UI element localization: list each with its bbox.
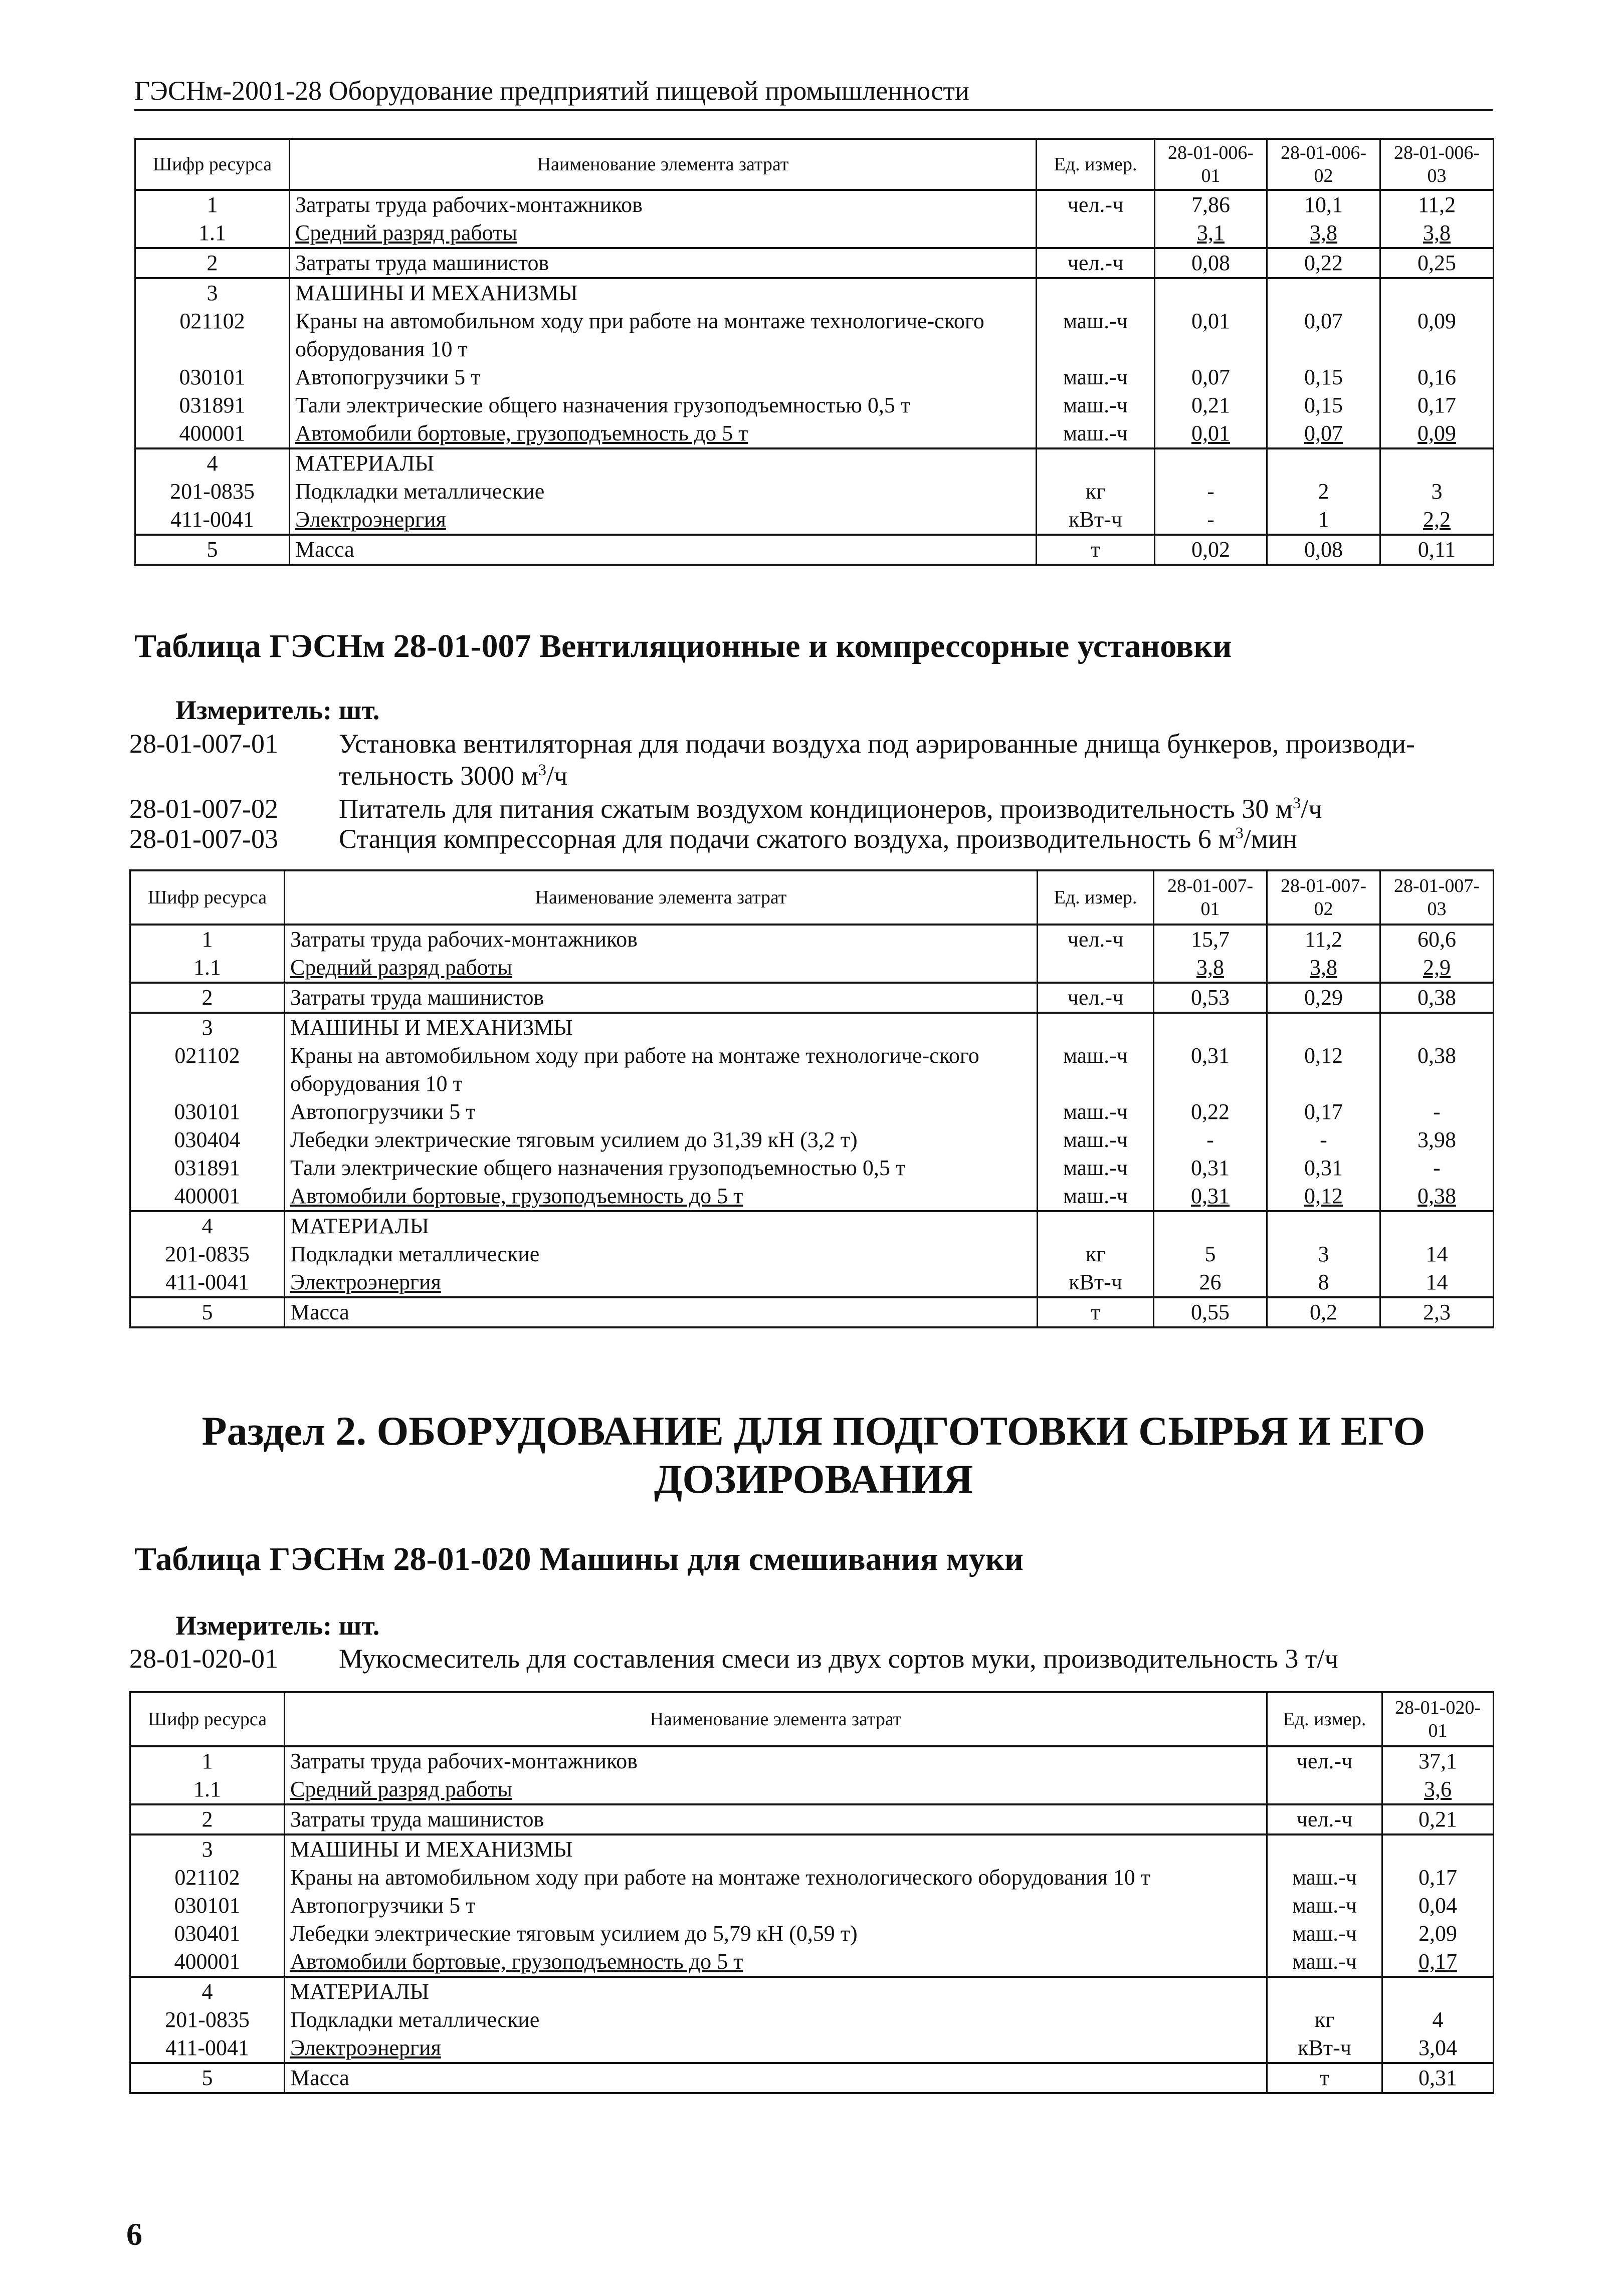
row-unit: кВт-ч <box>1038 1268 1154 1297</box>
row-value: 0,31 <box>1154 1154 1267 1182</box>
row-name: Автопогрузчики 5 т <box>285 1892 1267 1920</box>
row-code: 4 <box>135 448 290 478</box>
row-unit: т <box>1037 535 1155 565</box>
row-value: 0,17 <box>1267 1098 1380 1126</box>
row-unit <box>1038 1211 1154 1240</box>
row-value: 0,12 <box>1267 1042 1380 1098</box>
row-name: МАШИНЫ И МЕХАНИЗМЫ <box>285 1013 1038 1042</box>
table-row <box>130 1746 1494 1775</box>
row-value <box>1267 278 1380 307</box>
table-28-01-020 <box>129 1691 1494 2094</box>
row-unit: маш.-ч <box>1037 419 1155 448</box>
row-unit <box>1037 278 1155 307</box>
row-unit <box>1037 219 1155 248</box>
row-value <box>1380 278 1494 307</box>
row-unit: кг <box>1038 1240 1154 1268</box>
row-value: 0,21 <box>1382 1804 1494 1834</box>
row-code: 030101 <box>130 1098 285 1126</box>
row-value <box>1155 278 1267 307</box>
row-name: Подкладки металлические <box>290 478 1037 506</box>
row-value: - <box>1267 1126 1380 1154</box>
row-unit: кг <box>1267 2006 1382 2034</box>
measure-line <box>175 694 379 726</box>
table-row <box>130 1920 1494 1948</box>
table-row <box>130 1268 1494 1297</box>
row-value: 3,98 <box>1380 1126 1494 1154</box>
row-name: Затраты труда машинистов <box>285 983 1038 1013</box>
row-name: Масса <box>285 1297 1038 1327</box>
row-value: 10,1 <box>1267 190 1380 219</box>
table-row <box>130 1297 1494 1327</box>
row-name: Лебедки электрические тяговым усилием до 31,39 кН (3,2 т) <box>285 1126 1038 1154</box>
row-name: МАТЕРИАЛЫ <box>290 448 1037 478</box>
row-value: 0,17 <box>1382 1948 1494 1977</box>
row-unit: чел.-ч <box>1267 1804 1382 1834</box>
row-value: 0,55 <box>1154 1297 1267 1327</box>
row-name: Подкладки металлические <box>285 2006 1267 2034</box>
row-code: 201-0835 <box>135 478 290 506</box>
table-row <box>135 448 1494 478</box>
row-value: 2,3 <box>1380 1297 1494 1327</box>
table-row <box>130 1126 1494 1154</box>
header-unit: Ед. измер. <box>1267 1692 1382 1746</box>
row-value: 0,2 <box>1267 1297 1380 1327</box>
row-code: 1.1 <box>135 219 290 248</box>
measure-label: Измеритель: <box>175 695 332 725</box>
row-unit: кг <box>1037 478 1155 506</box>
row-name: Средний разряд работы <box>290 219 1037 248</box>
row-value: 3,6 <box>1382 1775 1494 1804</box>
row-value: - <box>1380 1098 1494 1126</box>
row-value: 0,01 <box>1155 419 1267 448</box>
row-value: 0,07 <box>1267 419 1380 448</box>
row-code: 3 <box>130 1834 285 1864</box>
row-code: 021102 <box>130 1042 285 1098</box>
table-row <box>130 1240 1494 1268</box>
row-value <box>1267 1211 1380 1240</box>
row-code: 031891 <box>135 391 290 419</box>
row-value: 0,38 <box>1380 1042 1494 1098</box>
row-code: 1 <box>130 1746 285 1775</box>
variant-description <box>129 793 1493 825</box>
row-name: МАТЕРИАЛЫ <box>285 1977 1267 2006</box>
table-title: Таблица ГЭСНм 28-01-020 Машины для смешивания муки <box>134 1541 1024 1577</box>
row-value: 0,12 <box>1267 1182 1380 1211</box>
row-code: 411-0041 <box>130 1268 285 1297</box>
row-unit: кВт-ч <box>1037 506 1155 535</box>
row-value: 3,8 <box>1380 219 1494 248</box>
row-value: - <box>1155 478 1267 506</box>
row-name: Затраты труда машинистов <box>290 248 1037 278</box>
row-code: 3 <box>135 278 290 307</box>
row-unit: чел.-ч <box>1037 190 1155 219</box>
row-unit: маш.-ч <box>1037 363 1155 391</box>
row-unit: маш.-ч <box>1267 1948 1382 1977</box>
variant-code: 28-01-007-01 <box>129 729 278 759</box>
variant-text: Мукосмеситель для составления смеси из двух сортов муки, производительность 3 т/ч <box>339 1644 1338 1674</box>
row-value: 0,16 <box>1380 363 1494 391</box>
row-name: Краны на автомобильном ходу при работе на монтаже технологиче-ского оборудования 10 т <box>290 307 1037 363</box>
table-row <box>135 535 1494 565</box>
measure-line <box>175 1610 379 1642</box>
header-variant: 28-01-006-01 <box>1155 139 1267 190</box>
row-value: 2 <box>1267 478 1380 506</box>
row-code: 400001 <box>135 419 290 448</box>
row-code: 030101 <box>135 363 290 391</box>
row-unit: маш.-ч <box>1267 1892 1382 1920</box>
row-name: Тали электрические общего назначения грузоподъемностью 0,5 т <box>285 1154 1038 1182</box>
row-code: 1 <box>130 925 285 954</box>
row-value: 0,15 <box>1267 363 1380 391</box>
row-value: 0,17 <box>1380 391 1494 419</box>
row-value <box>1380 1211 1494 1240</box>
row-code: 2 <box>130 1804 285 1834</box>
table-title: Таблица ГЭСНм 28-01-007 Вентиляционные и компрессорные установки <box>134 628 1232 664</box>
page-number: 6 <box>126 2216 142 2252</box>
row-value: 3,8 <box>1267 954 1380 983</box>
row-value <box>1267 1013 1380 1042</box>
row-unit <box>1038 1013 1154 1042</box>
table-row <box>130 1182 1494 1211</box>
row-value <box>1154 1211 1267 1240</box>
measure-value: шт. <box>338 1611 380 1641</box>
row-value: 0,04 <box>1382 1892 1494 1920</box>
variant-code: 28-01-007-03 <box>129 824 278 854</box>
row-name: Автомобили бортовые, грузоподъемность до 5 т <box>285 1948 1267 1977</box>
header-name: Наименование элемента затрат <box>285 870 1038 925</box>
row-code: 411-0041 <box>130 2034 285 2063</box>
row-name: Масса <box>285 2063 1267 2093</box>
row-unit: маш.-ч <box>1037 391 1155 419</box>
row-unit <box>1267 1977 1382 2006</box>
row-code: 400001 <box>130 1948 285 1977</box>
row-name: Средний разряд работы <box>285 954 1038 983</box>
row-name: МАШИНЫ И МЕХАНИЗМЫ <box>285 1834 1267 1864</box>
row-name: Средний разряд работы <box>285 1775 1267 1804</box>
row-value: 0,08 <box>1267 535 1380 565</box>
row-value: 11,2 <box>1380 190 1494 219</box>
header-code: Шифр ресурса <box>130 1692 285 1746</box>
variant-description <box>129 728 1493 792</box>
row-value: 0,09 <box>1380 307 1494 363</box>
row-value: 0,11 <box>1380 535 1494 565</box>
header-code: Шифр ресурса <box>130 870 285 925</box>
row-value: 2,09 <box>1382 1920 1494 1948</box>
header-variant: 28-01-007-02 <box>1267 870 1380 925</box>
row-name: Лебедки электрические тяговым усилием до 5,79 кН (0,59 т) <box>285 1920 1267 1948</box>
row-code: 030101 <box>130 1892 285 1920</box>
row-value: 0,02 <box>1155 535 1267 565</box>
table-row <box>130 2034 1494 2063</box>
row-code: 201-0835 <box>130 2006 285 2034</box>
table-row <box>130 1892 1494 1920</box>
row-name: МАТЕРИАЛЫ <box>285 1211 1038 1240</box>
row-value <box>1382 1977 1494 2006</box>
variant-code: 28-01-007-02 <box>129 794 278 824</box>
row-name: Затраты труда машинистов <box>285 1804 1267 1834</box>
table-row <box>130 2006 1494 2034</box>
row-code: 2 <box>130 983 285 1013</box>
row-value <box>1380 448 1494 478</box>
row-value: - <box>1380 1154 1494 1182</box>
row-value: 0,31 <box>1154 1182 1267 1211</box>
row-name: Электроэнергия <box>285 1268 1038 1297</box>
row-unit: маш.-ч <box>1038 1042 1154 1098</box>
row-value: 3,8 <box>1267 219 1380 248</box>
row-value: 2,9 <box>1380 954 1494 983</box>
row-value <box>1154 1013 1267 1042</box>
row-code: 1.1 <box>130 1775 285 1804</box>
table-row <box>130 954 1494 983</box>
row-name: Электроэнергия <box>285 2034 1267 2063</box>
table-row <box>135 248 1494 278</box>
section-title-line: ДОЗИРОВАНИЯ <box>654 1456 973 1502</box>
page-header: ГЭСНм-2001-28 Оборудование предприятий пищевой промышленности <box>134 75 1493 111</box>
row-value: 7,86 <box>1155 190 1267 219</box>
row-code: 021102 <box>130 1864 285 1892</box>
row-code: 5 <box>130 1297 285 1327</box>
row-value <box>1380 1013 1494 1042</box>
row-unit: маш.-ч <box>1037 307 1155 363</box>
row-value: 0,29 <box>1267 983 1380 1013</box>
table-row <box>130 983 1494 1013</box>
row-value: 2,2 <box>1380 506 1494 535</box>
row-value: 1 <box>1267 506 1380 535</box>
row-value: 26 <box>1154 1268 1267 1297</box>
header-unit: Ед. измер. <box>1037 139 1155 190</box>
row-unit <box>1267 1775 1382 1804</box>
table-row <box>130 2063 1494 2093</box>
table-28-01-006 <box>134 138 1494 566</box>
row-name: Автомобили бортовые, грузоподъемность до 5 т <box>285 1182 1038 1211</box>
variant-code: 28-01-020-01 <box>129 1644 278 1674</box>
row-value: 3,1 <box>1155 219 1267 248</box>
row-value: 0,07 <box>1155 363 1267 391</box>
section-title-line: Раздел 2. ОБОРУДОВАНИЕ ДЛЯ ПОДГОТОВКИ СЫРЬЯ И ЕГО <box>201 1408 1426 1454</box>
row-unit: маш.-ч <box>1038 1182 1154 1211</box>
row-unit: чел.-ч <box>1267 1746 1382 1775</box>
header-unit: Ед. измер. <box>1038 870 1154 925</box>
table-row <box>130 1098 1494 1126</box>
row-code: 411-0041 <box>135 506 290 535</box>
row-unit: маш.-ч <box>1267 1864 1382 1892</box>
row-name: Электроэнергия <box>290 506 1037 535</box>
table-row <box>135 391 1494 419</box>
row-value: 0,31 <box>1382 2063 1494 2093</box>
row-code: 400001 <box>130 1182 285 1211</box>
measure-value: шт. <box>338 695 380 725</box>
row-code: 1.1 <box>130 954 285 983</box>
row-value: - <box>1155 506 1267 535</box>
row-value: - <box>1154 1126 1267 1154</box>
row-name: Тали электрические общего назначения грузоподъемностью 0,5 т <box>290 391 1037 419</box>
variant-text: Питатель для питания сжатым воздухом кондиционеров, производительность 30 $м^3/ч$ <box>339 794 1322 824</box>
row-value: 0,53 <box>1154 983 1267 1013</box>
row-value: 0,31 <box>1154 1042 1267 1098</box>
table-28-01-007 <box>129 869 1494 1328</box>
measure-label: Измеритель: <box>175 1611 332 1641</box>
table-row <box>130 1211 1494 1240</box>
row-value: 5 <box>1154 1240 1267 1268</box>
row-unit: маш.-ч <box>1038 1154 1154 1182</box>
row-code: 021102 <box>135 307 290 363</box>
header-code: Шифр ресурса <box>135 139 290 190</box>
row-unit <box>1267 1834 1382 1864</box>
table-row <box>135 307 1494 363</box>
row-code: 3 <box>130 1013 285 1042</box>
row-value <box>1382 1834 1494 1864</box>
row-name: МАШИНЫ И МЕХАНИЗМЫ <box>290 278 1037 307</box>
table-row <box>135 506 1494 535</box>
row-value: 3,04 <box>1382 2034 1494 2063</box>
row-code: 030401 <box>130 1920 285 1948</box>
row-value: 0,31 <box>1267 1154 1380 1182</box>
section-title <box>134 1407 1493 1503</box>
row-unit: маш.-ч <box>1267 1920 1382 1948</box>
row-value: 0,17 <box>1382 1864 1494 1892</box>
header-variant: 28-01-006-03 <box>1380 139 1494 190</box>
table-row <box>135 219 1494 248</box>
header-variant: 28-01-007-01 <box>1154 870 1267 925</box>
row-value: 0,22 <box>1267 248 1380 278</box>
row-value: 15,7 <box>1154 925 1267 954</box>
table-row <box>135 363 1494 391</box>
row-value: 14 <box>1380 1240 1494 1268</box>
row-value: 0,15 <box>1267 391 1380 419</box>
row-name: Краны на автомобильном ходу при работе на монтаже технологиче-ского оборудования 10 т <box>285 1042 1038 1098</box>
row-name: Затраты труда рабочих-монтажников <box>285 925 1038 954</box>
header-variant: 28-01-006-02 <box>1267 139 1380 190</box>
table-row <box>130 1804 1494 1834</box>
row-value: 8 <box>1267 1268 1380 1297</box>
row-value <box>1155 448 1267 478</box>
row-value: 0,21 <box>1155 391 1267 419</box>
row-name: Затраты труда рабочих-монтажников <box>290 190 1037 219</box>
table-row <box>130 1013 1494 1042</box>
row-unit: маш.-ч <box>1038 1126 1154 1154</box>
row-value: 11,2 <box>1267 925 1380 954</box>
row-name: Автопогрузчики 5 т <box>285 1098 1038 1126</box>
variant-text: Установка вентиляторная для подачи воздуха под аэрированные днища бункеров, производи-тельность 3000 $м^3/ч$ <box>339 729 1415 791</box>
row-value: 3 <box>1267 1240 1380 1268</box>
row-value: 4 <box>1382 2006 1494 2034</box>
row-unit: маш.-ч <box>1038 1098 1154 1126</box>
header-name: Наименование элемента затрат <box>285 1692 1267 1746</box>
row-code: 201-0835 <box>130 1240 285 1268</box>
table-row <box>135 478 1494 506</box>
header-name: Наименование элемента затрат <box>290 139 1037 190</box>
table-row <box>135 190 1494 219</box>
table-row <box>130 1977 1494 2006</box>
table-row <box>130 1042 1494 1098</box>
row-value: 0,38 <box>1380 983 1494 1013</box>
row-value: 0,22 <box>1154 1098 1267 1126</box>
row-unit: т <box>1267 2063 1382 2093</box>
row-name: Автомобили бортовые, грузоподъемность до 5 т <box>290 419 1037 448</box>
row-code: 5 <box>135 535 290 565</box>
row-code: 2 <box>135 248 290 278</box>
row-name: Затраты труда рабочих-монтажников <box>285 1746 1267 1775</box>
row-unit: чел.-ч <box>1038 983 1154 1013</box>
table-row <box>135 419 1494 448</box>
variant-text: Станция компрессорная для подачи сжатого воздуха, производительность 6 $м^3$/мин <box>339 824 1297 854</box>
row-value: 3 <box>1380 478 1494 506</box>
table-row <box>130 1775 1494 1804</box>
table-row <box>130 1864 1494 1892</box>
variant-description <box>129 1643 1493 1675</box>
table-row <box>135 278 1494 307</box>
row-value: 0,25 <box>1380 248 1494 278</box>
row-value: 0,01 <box>1155 307 1267 363</box>
row-value: 14 <box>1380 1268 1494 1297</box>
row-value: 0,08 <box>1155 248 1267 278</box>
table-row <box>130 1834 1494 1864</box>
row-code: 031891 <box>130 1154 285 1182</box>
header-variant: 28-01-020-01 <box>1382 1692 1494 1746</box>
row-value: 3,8 <box>1154 954 1267 983</box>
row-unit: чел.-ч <box>1037 248 1155 278</box>
row-unit <box>1037 448 1155 478</box>
row-unit: чел.-ч <box>1038 925 1154 954</box>
table-row <box>130 1154 1494 1182</box>
row-value: 60,6 <box>1380 925 1494 954</box>
row-name: Масса <box>290 535 1037 565</box>
table-row <box>130 1948 1494 1977</box>
row-name: Подкладки металлические <box>285 1240 1038 1268</box>
row-code: 1 <box>135 190 290 219</box>
row-unit: кВт-ч <box>1267 2034 1382 2063</box>
row-value: 0,09 <box>1380 419 1494 448</box>
row-unit: т <box>1038 1297 1154 1327</box>
table-row <box>130 925 1494 954</box>
row-code: 4 <box>130 1977 285 2006</box>
row-value: 0,38 <box>1380 1182 1494 1211</box>
row-code: 4 <box>130 1211 285 1240</box>
row-unit <box>1038 954 1154 983</box>
row-name: Краны на автомобильном ходу при работе на монтаже технологического оборудования 10 т <box>285 1864 1267 1892</box>
header-variant: 28-01-007-03 <box>1380 870 1494 925</box>
variant-description <box>129 823 1493 855</box>
row-value <box>1267 448 1380 478</box>
row-value: 37,1 <box>1382 1746 1494 1775</box>
row-code: 030404 <box>130 1126 285 1154</box>
row-value: 0,07 <box>1267 307 1380 363</box>
row-name: Автопогрузчики 5 т <box>290 363 1037 391</box>
row-code: 5 <box>130 2063 285 2093</box>
